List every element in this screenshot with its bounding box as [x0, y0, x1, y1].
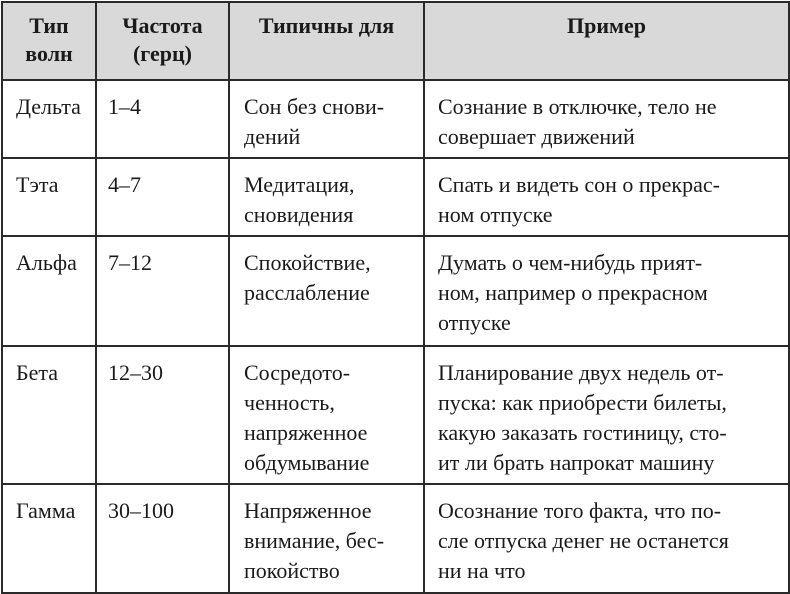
example-text: Думать о чем-нибудь прият- ном, например о прекрасном отпуске	[438, 250, 708, 335]
cell-wave-type	[2, 80, 96, 158]
header-example-label: Пример	[566, 13, 646, 38]
typical-for-text: Напряженное внимание, бес- покойство	[244, 498, 385, 583]
frequency-text: 4–7	[108, 172, 141, 197]
frequency-text: 1–4	[108, 94, 141, 119]
wave-type-text: Гамма	[16, 498, 76, 523]
table-header-row	[2, 2, 789, 80]
frequency-text: 7–12	[108, 250, 152, 275]
wave-type-text: Бета	[16, 360, 59, 385]
header-wave-type-label: Тип волн	[25, 13, 73, 66]
cell-typical-for	[229, 80, 424, 158]
table-row	[2, 236, 789, 346]
cell-frequency	[96, 80, 229, 158]
header-wave-type	[2, 2, 96, 80]
cell-example	[424, 346, 789, 484]
header-frequency-label: Частота (герц)	[122, 13, 203, 66]
table-row	[2, 80, 789, 158]
brain-waves-table	[1, 1, 790, 594]
frequency-text: 12–30	[108, 360, 163, 385]
typical-for-text: Медитация, сновидения	[244, 172, 355, 227]
frequency-text: 30–100	[108, 498, 174, 523]
cell-frequency	[96, 236, 229, 346]
cell-example	[424, 158, 789, 236]
brain-waves-table-container	[1, 1, 788, 592]
cell-frequency	[96, 484, 229, 593]
example-text: Планирование двух недель от- пуска: как приобрести билеты, какую заказать гостиницу, сто- ит ли брать напрокат машину	[438, 360, 727, 475]
wave-type-text: Дельта	[16, 94, 81, 119]
cell-frequency	[96, 158, 229, 236]
typical-for-text: Сосредото- ченность, напряженное обдумывание	[244, 360, 370, 475]
cell-frequency	[96, 346, 229, 484]
cell-wave-type	[2, 236, 96, 346]
cell-typical-for	[229, 484, 424, 593]
cell-wave-type	[2, 158, 96, 236]
table-row	[2, 484, 789, 593]
header-example	[424, 2, 789, 80]
cell-example	[424, 484, 789, 593]
typical-for-text: Спокойствие, расслабление	[244, 250, 371, 305]
typical-for-text: Сон без снови- дений	[244, 94, 385, 149]
wave-type-text: Альфа	[16, 250, 77, 275]
wave-type-text: Тэта	[16, 172, 59, 197]
header-typical-for-label: Типичны для	[258, 13, 395, 38]
table-row	[2, 346, 789, 484]
cell-typical-for	[229, 346, 424, 484]
cell-example	[424, 80, 789, 158]
cell-wave-type	[2, 484, 96, 593]
header-frequency	[96, 2, 229, 80]
example-text: Осознание того факта, что по- сле отпуска денег не останется ни на что	[438, 498, 729, 583]
cell-wave-type	[2, 346, 96, 484]
example-text: Сознание в отключке, тело не совершает движений	[438, 94, 717, 149]
table-row	[2, 158, 789, 236]
header-typical-for	[229, 2, 424, 80]
example-text: Спать и видеть сон о прекрас- ном отпуске	[438, 172, 720, 227]
cell-example	[424, 236, 789, 346]
cell-typical-for	[229, 236, 424, 346]
cell-typical-for	[229, 158, 424, 236]
